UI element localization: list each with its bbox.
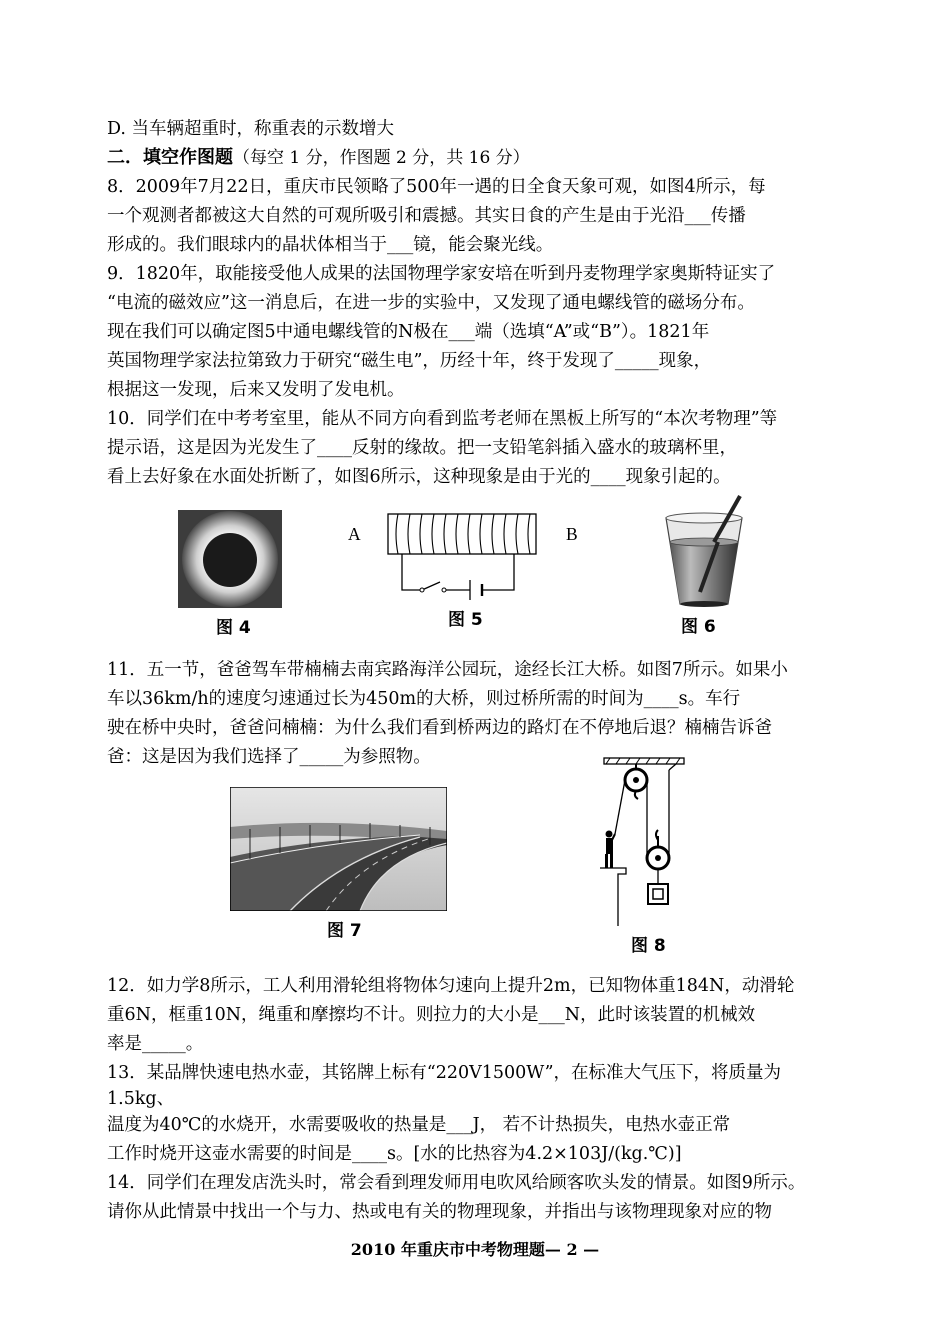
fig5-solenoid-diagram — [340, 508, 600, 608]
fig6-caption: 图 6 — [681, 617, 716, 637]
q13-line1: 13．某品牌快速电热水壶，其铭牌上标有“220V1500W”，在标准大气压下，将质量为 — [107, 1063, 782, 1083]
q11-line1: 11．五一节，爸爸驾车带楠楠去南宾路海洋公园玩，途经长江大桥。如图7所示。如果小 — [107, 660, 788, 680]
q12-line2: 重6N，框重10N，绳重和摩擦均不计。则拉力的大小是___N，此时该装置的机械效 — [107, 1005, 756, 1025]
fig8-pulley-diagram — [596, 756, 692, 928]
fig4-eclipse-image — [178, 510, 282, 608]
fig5-label-b: B — [566, 524, 578, 544]
q10-line3: 看上去好象在水面处折断了，如图6所示，这种现象是由于光的____现象引起的。 — [107, 467, 731, 487]
q12-line1: 12．如力学8所示，工人利用滑轮组将物体匀速向上提升2m，已知物体重184N，动滑轮 — [107, 976, 795, 996]
fig5-label-a: A — [348, 524, 361, 544]
q8-line3: 形成的。我们眼球内的晶状体相当于___镜，能会聚光线。 — [107, 235, 554, 255]
fig8-caption: 图 8 — [631, 936, 666, 956]
q9-line5: 根据这一发现，后来又发明了发电机。 — [107, 380, 405, 400]
q14-line1: 14．同学们在理发店洗头时，常会看到理发师用电吹风给顾客吹头发的情景。如图9所示。 — [107, 1173, 806, 1193]
fig7-caption: 图 7 — [327, 921, 362, 941]
fig4-caption: 图 4 — [216, 618, 251, 638]
q11-line2: 车以36km/h的速度匀速通过长为450m的大桥，则过桥所需的时间为____s。车行 — [107, 689, 741, 709]
q10-line2: 提示语，这是因为光发生了____反射的缘故。把一支铅笔斜插入盛水的玻璃杯里， — [107, 438, 737, 458]
section-note: （每空 1 分，作图题 2 分，共 16 分） — [233, 148, 530, 168]
q14-line2: 请你从此情景中找出一个与力、热或电有关的物理现象，并指出与该物理现象对应的物 — [107, 1202, 772, 1222]
section-title: 二．填空作图题 — [107, 147, 233, 168]
fig7-bridge-image — [230, 787, 447, 911]
q13-line2: 1.5kg、 — [107, 1089, 175, 1109]
section-heading — [107, 146, 530, 170]
fig6-glass-image — [660, 492, 750, 610]
q13-line4: 工作时烧开这壶水需要的时间是____s。[水的比热容为4.2×103J/(kg.℃)] — [107, 1144, 682, 1164]
option-d: D. 当车辆超重时，称重表的示数增大 — [107, 119, 395, 139]
fig5-caption: 图 5 — [448, 610, 483, 630]
page-footer: 2010 年重庆市中考物理题— 2 — — [350, 1240, 600, 1259]
q11-line4: 爸：这是因为我们选择了_____为参照物。 — [107, 747, 431, 767]
q9-line4: 英国物理学家法拉第致力于研究“磁生电”，历经十年，终于发现了_____现象， — [107, 351, 712, 371]
q12-line3: 率是_____。 — [107, 1034, 204, 1054]
q8-line2: 一个观测者都被这大自然的可观所吸引和震撼。其实日食的产生是由于光沿___传播 — [107, 206, 746, 226]
q9-line3: 现在我们可以确定图5中通电螺线管的N极在___端（选填“A”或“B”）。1821年 — [107, 322, 710, 342]
q8-line1: 8．2009年7月22日，重庆市民领略了500年一遇的日全食天象可观，如图4所示，每 — [107, 177, 766, 197]
q13-line3: 温度为40℃的水烧开，水需要吸收的热量是___J， 若不计热损失，电热水壶正常 — [107, 1115, 731, 1135]
q9-line2: “电流的磁效应”这一消息后，在进一步的实验中，又发现了通电螺线管的磁场分布。 — [107, 293, 755, 313]
q11-line3: 驶在桥中央时，爸爸问楠楠：为什么我们看到桥两边的路灯在不停地后退？楠楠告诉爸 — [107, 718, 772, 738]
q10-line1: 10．同学们在中考考室里，能从不同方向看到监考老师在黑板上所写的“本次考物理”等 — [107, 409, 778, 429]
q9-line1: 9．1820年，取能接受他人成果的法国物理学家安培在听到丹麦物理学家奥斯特证实了 — [107, 264, 776, 284]
